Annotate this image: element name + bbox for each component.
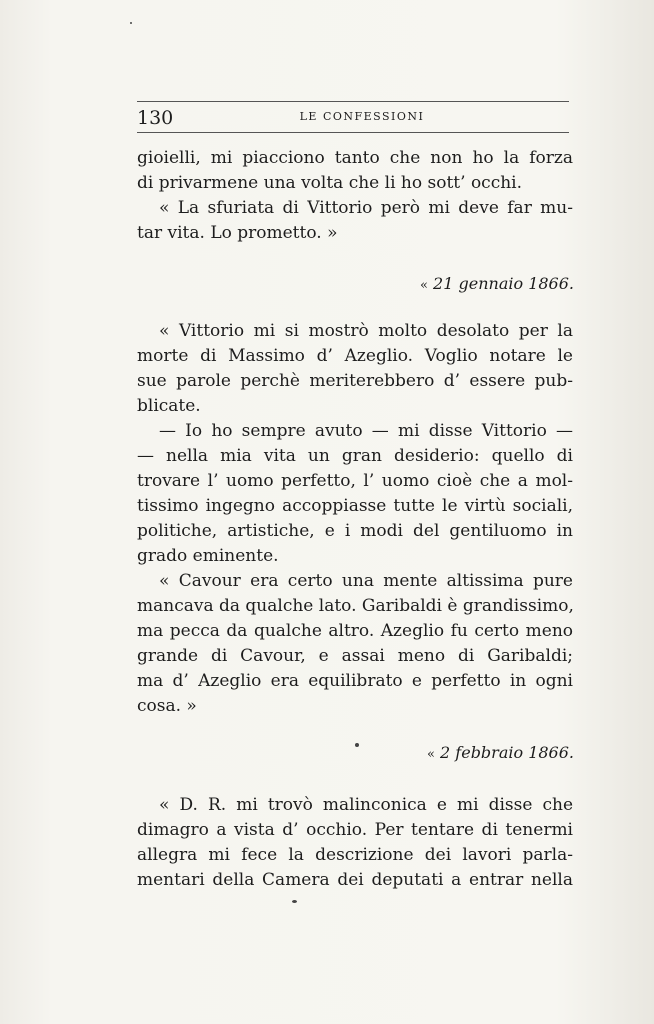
text-line: — Io ho sempre avuto — mi disse Vittorio — bbox=[159, 421, 573, 441]
paragraph-block-2 bbox=[137, 319, 573, 719]
date-open-quote: « bbox=[419, 278, 428, 293]
date-text: 2 febbraio 1866. bbox=[440, 743, 574, 762]
text-line: trovare l’ uomo perfetto, l’ uomo cioè che a mol- bbox=[137, 471, 573, 491]
paragraph-block-3 bbox=[137, 793, 573, 893]
text-line: mentari della Camera dei deputati a entrar nella bbox=[137, 870, 573, 890]
ink-speck bbox=[355, 743, 359, 747]
page-header bbox=[137, 101, 569, 133]
ink-speck bbox=[130, 22, 132, 24]
text-line: ma pecca da qualche altro. Azeglio fu certo meno bbox=[137, 621, 573, 641]
text-line: ma d’ Azeglio era equilibrato e perfetto in ogni bbox=[137, 671, 573, 691]
header-rule-bottom bbox=[137, 132, 569, 133]
header-rule-top bbox=[137, 101, 569, 102]
text-line: grado eminente. bbox=[137, 546, 279, 566]
date-open-quote: « bbox=[426, 747, 435, 762]
text-line: sue parole perchè meriterebbero d’ essere pub- bbox=[137, 371, 573, 391]
ink-speck bbox=[292, 900, 297, 903]
text-line: « Vittorio mi si mostrò molto desolato per la bbox=[159, 321, 573, 341]
text-line: — nella mia vita un gran desiderio: quello di bbox=[137, 446, 573, 466]
text-line: blicate. bbox=[137, 396, 201, 416]
text-line: « La sfuriata di Vittorio però mi deve far mu- bbox=[159, 198, 573, 218]
text-line: dimagro a vista d’ occhio. Per tentare di tenermi bbox=[137, 820, 573, 840]
text-line: cosa. » bbox=[137, 696, 197, 716]
text-line: allegra mi fece la descrizione dei lavori parla- bbox=[137, 845, 573, 865]
date-text: 21 gennaio 1866. bbox=[433, 274, 574, 293]
page-number: 130 bbox=[137, 107, 174, 129]
text-line: gioielli, mi piacciono tanto che non ho la forza bbox=[137, 148, 573, 168]
running-title: LE CONFESSIONI bbox=[299, 110, 425, 123]
paragraph-block-1 bbox=[137, 146, 573, 246]
text-line: tissimo ingegno accoppiasse tutte le virtù sociali, bbox=[137, 496, 573, 516]
text-line: di privarmene una volta che li ho sott’ occhi. bbox=[137, 173, 523, 193]
date-heading-2 bbox=[427, 743, 574, 762]
text-line: morte di Massimo d’ Azeglio. Voglio notare le bbox=[137, 346, 573, 366]
text-line: « D. R. mi trovò malinconica e mi disse che bbox=[159, 795, 573, 815]
text-line: « Cavour era certo una mente altissima pure bbox=[159, 571, 573, 591]
date-heading-1 bbox=[420, 274, 574, 293]
text-line: grande di Cavour, e assai meno di Garibaldi; bbox=[137, 646, 573, 666]
text-line: mancava da qualche lato. Garibaldi è grandissimo, bbox=[137, 596, 574, 616]
text-line: politiche, artistiche, e i modi del gentiluomo in bbox=[137, 521, 573, 541]
text-line: tar vita. Lo prometto. » bbox=[137, 223, 338, 243]
